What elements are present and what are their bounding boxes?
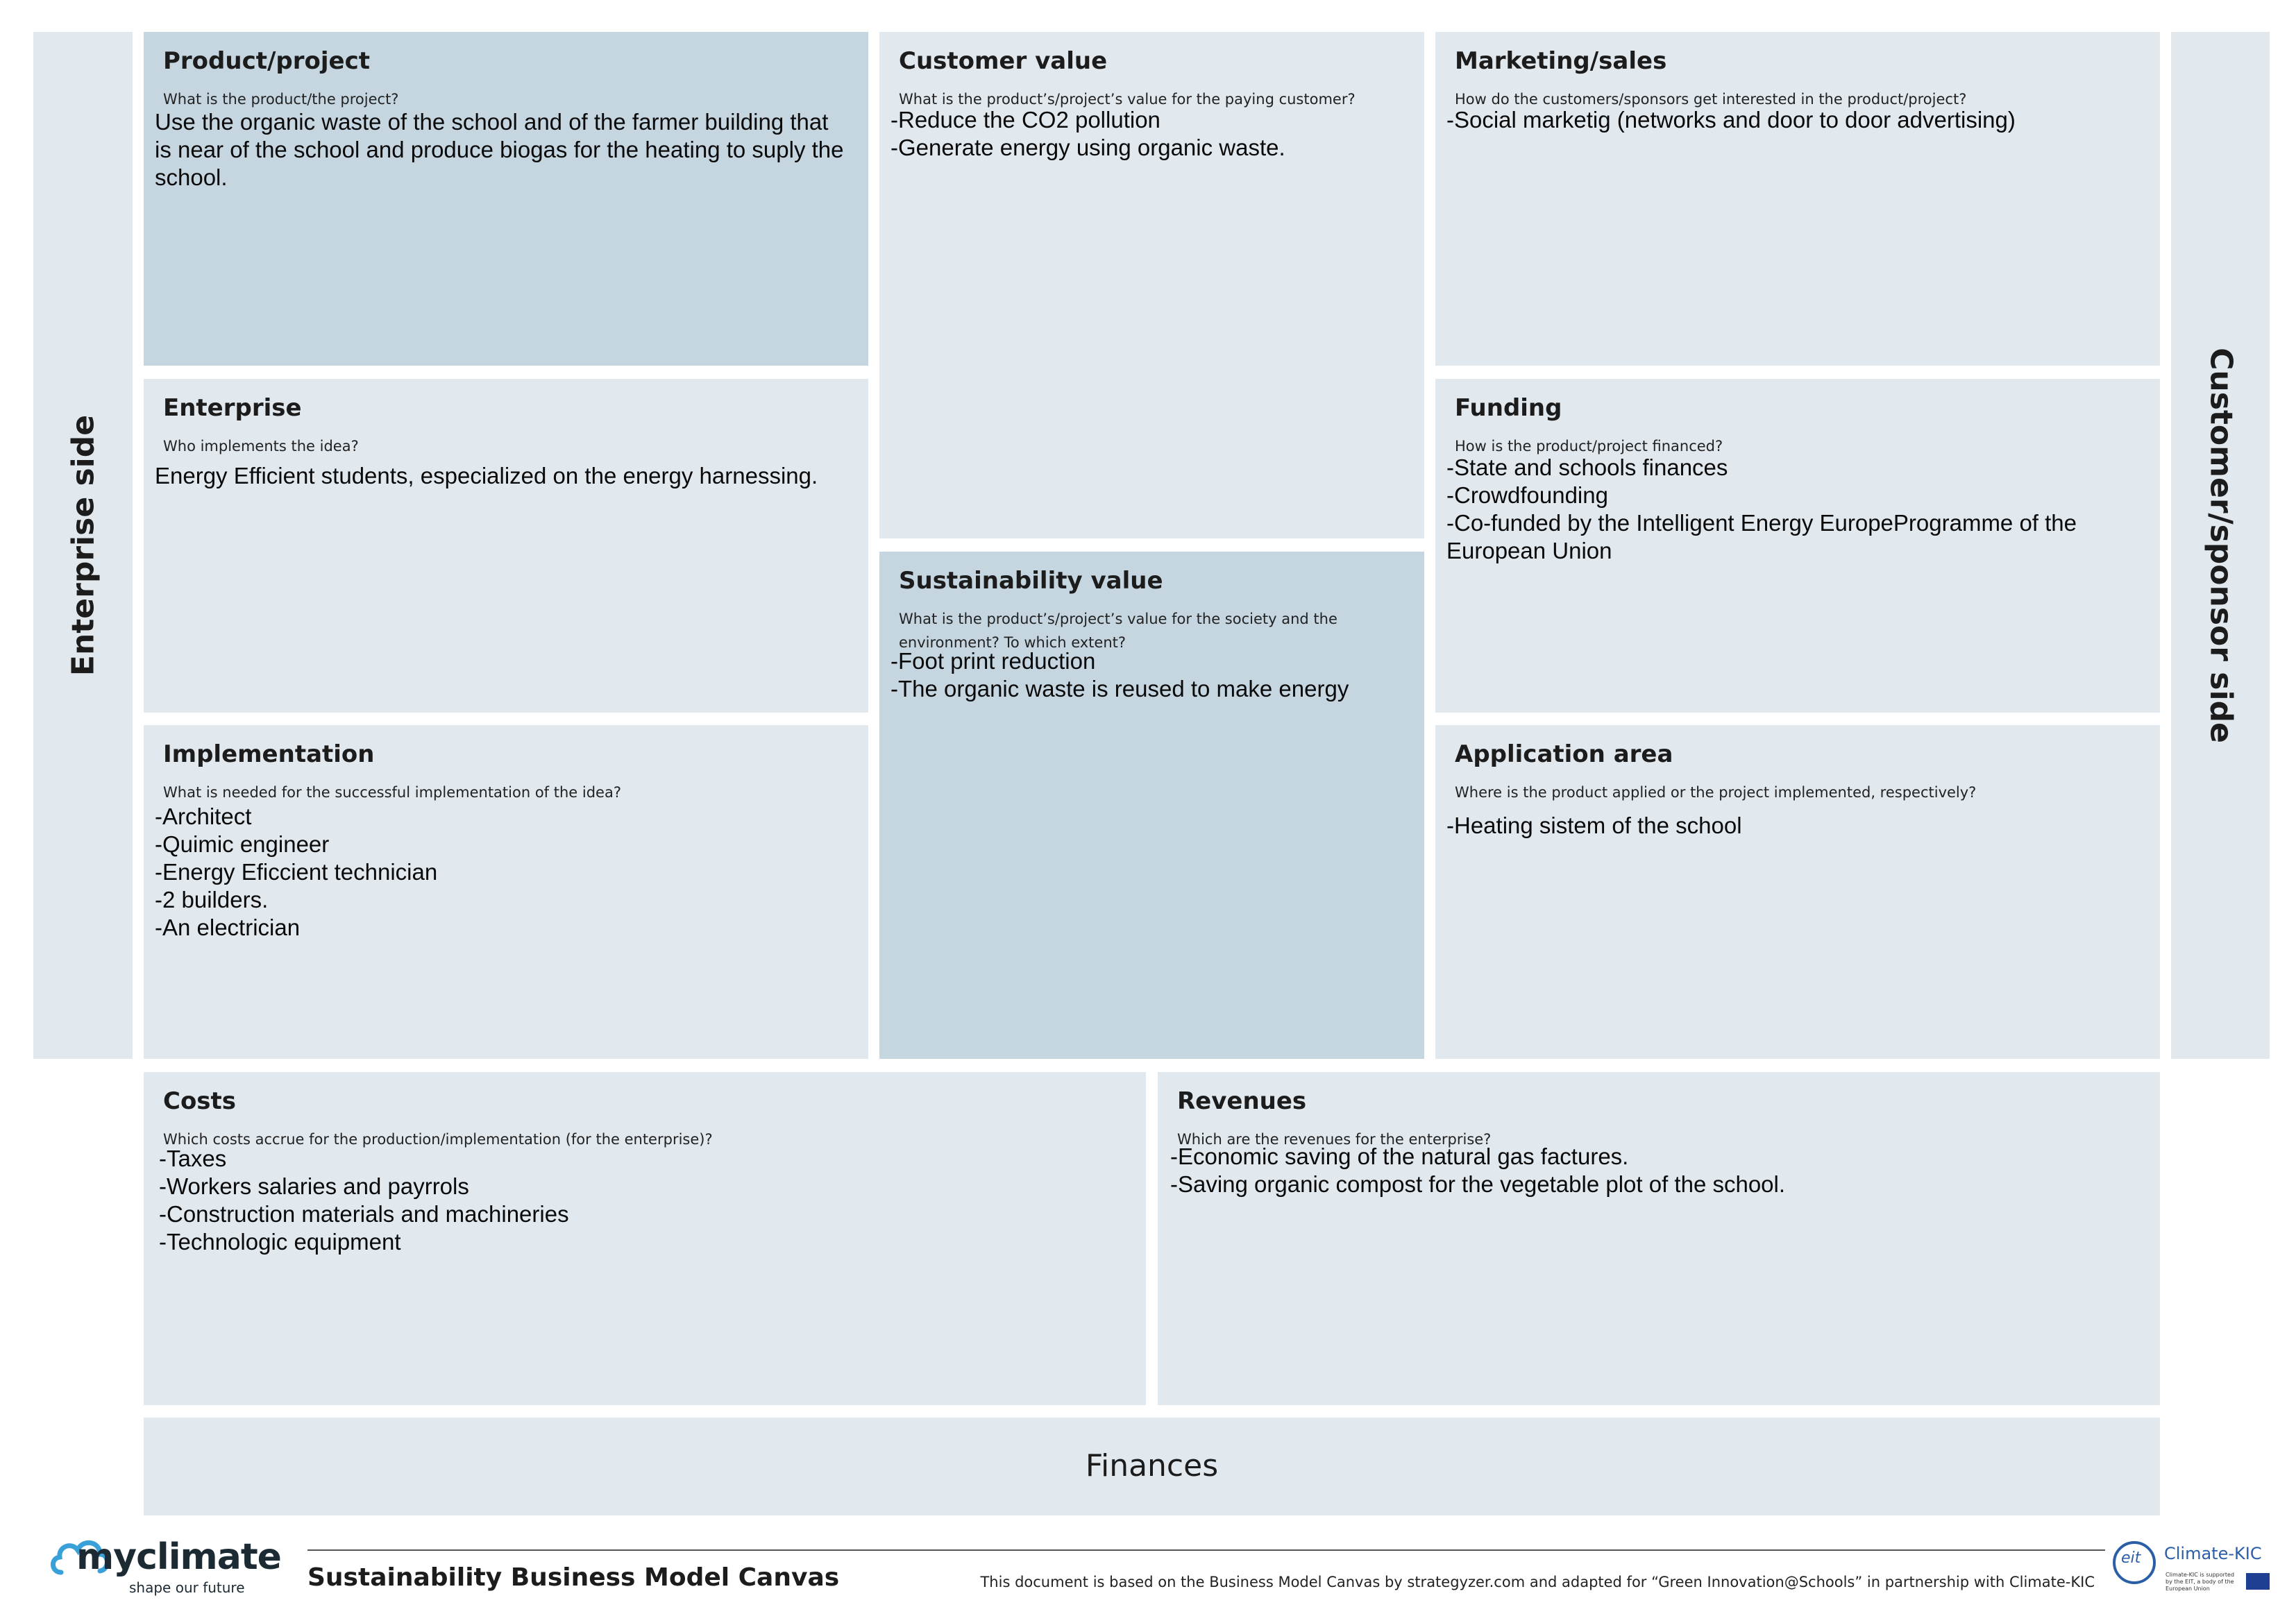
- myclimate-logo: [49, 1527, 281, 1596]
- marketing-sales-block: [1435, 32, 2160, 366]
- climate-kic-wordmark: Climate-KIC: [2164, 1544, 2262, 1563]
- content-line: -Co-funded by the Intelligent Energy EuropeProgramme of the European Union: [1446, 510, 2077, 563]
- eu-flag-icon: [2246, 1573, 2270, 1590]
- funding-block: [1435, 379, 2160, 713]
- climate-kic-logo: [2110, 1537, 2277, 1606]
- block-question: Who implements the idea?: [163, 438, 359, 454]
- block-title: Marketing/sales: [1455, 47, 1667, 75]
- content-line: -Energy Eficcient technician: [155, 859, 438, 885]
- sustainability-value-block: [879, 552, 1424, 1059]
- block-question: What is the product/the project?: [163, 91, 399, 108]
- content-line: -State and schools finances: [1446, 454, 1728, 480]
- block-question: Where is the product applied or the project implemented, respectively?: [1455, 784, 1977, 801]
- content-line: -An electrician: [155, 915, 301, 940]
- customer-side-label: Customer/sponsor side: [2203, 348, 2239, 743]
- block-title: Enterprise: [163, 394, 302, 422]
- eit-wordmark: eit: [2121, 1549, 2141, 1567]
- block-content: [1446, 454, 2118, 565]
- customer-side-bar: [2171, 32, 2270, 1059]
- content-line: Energy Efficient students, especialized on the energy harnessing.: [155, 463, 818, 488]
- block-content: [155, 803, 841, 942]
- block-title: Product/project: [163, 47, 370, 75]
- content-line: -Workers salaries and payrrols: [159, 1173, 469, 1199]
- costs-block: [144, 1072, 1146, 1405]
- revenues-block: [1158, 1072, 2160, 1405]
- finances-bar: [144, 1418, 2160, 1515]
- content-line: -Construction materials and machineries: [159, 1201, 569, 1227]
- block-question: How is the product/project financed?: [1455, 438, 1723, 454]
- content-line: -2 builders.: [155, 887, 269, 912]
- logo-tagline: shape our future: [129, 1579, 245, 1596]
- block-title: Funding: [1455, 394, 1562, 422]
- content-line: -Social marketig (networks and door to door advertising): [1446, 107, 2016, 133]
- enterprise-side-label: Enterprise side: [65, 414, 101, 677]
- block-title: Customer value: [899, 47, 1108, 75]
- content-line: -Technologic equipment: [159, 1229, 401, 1255]
- block-content: [159, 1145, 1118, 1256]
- footer-divider: [307, 1549, 2105, 1551]
- content-line: -Quimic engineer: [155, 831, 330, 857]
- block-title: Sustainability value: [899, 567, 1163, 595]
- content-line: -Crowdfounding: [1446, 482, 1608, 508]
- block-content: [890, 106, 1396, 162]
- footer-title: Sustainability Business Model Canvas: [307, 1563, 840, 1592]
- enterprise-block: [144, 379, 868, 713]
- content-line: -Taxes: [159, 1146, 227, 1171]
- block-question: Which costs accrue for the production/implementation (for the enterprise)?: [163, 1131, 713, 1148]
- content-line: -Heating sistem of the school: [1446, 813, 1742, 838]
- block-content: [155, 462, 841, 490]
- content-line: -Saving organic compost for the vegetable plot of the school.: [1170, 1171, 1786, 1197]
- content-line: Use the organic waste of the school and of the farmer building that is near of the school and produce biogas for the heating to suply the school.: [155, 109, 844, 190]
- implementation-block: [144, 725, 868, 1059]
- application-area-block: [1435, 725, 2160, 1059]
- content-line: -Foot print reduction: [890, 648, 1096, 674]
- block-content: [890, 647, 1396, 703]
- finances-label: Finances: [1085, 1448, 1219, 1484]
- block-content: [1446, 812, 2132, 840]
- block-title: Implementation: [163, 740, 375, 768]
- block-title: Costs: [163, 1087, 237, 1115]
- block-title: Application area: [1455, 740, 1673, 768]
- enterprise-side-bar: [33, 32, 133, 1059]
- footer-note: This document is based on the Business Model Canvas by strategyzer.com and adapted for “Green Innovation@Schools” in partnership with Climate-KIC: [980, 1574, 2095, 1590]
- block-question: Which are the revenues for the enterprise?: [1177, 1131, 1492, 1148]
- block-title: Revenues: [1177, 1087, 1307, 1115]
- block-question: What is the product’s/project’s value for the paying customer?: [899, 91, 1356, 108]
- block-question: How do the customers/sponsors get interested in the product/project?: [1455, 91, 1967, 108]
- block-content: [1170, 1143, 2132, 1198]
- block-question: What is needed for the successful implementation of the idea?: [163, 784, 621, 801]
- content-line: -Architect: [155, 804, 252, 829]
- climate-kic-note: Climate-KIC is supported by the EIT, a body of the European Union: [2166, 1572, 2235, 1592]
- block-question: What is the product’s/project’s value for the society and the environment? To which extent?: [899, 611, 1337, 651]
- logo-wordmark: myclimate: [76, 1536, 281, 1578]
- content-line: -Economic saving of the natural gas factures.: [1170, 1144, 1629, 1169]
- content-line: -The organic waste is reused to make energy: [890, 676, 1349, 702]
- content-line: -Generate energy using organic waste.: [890, 135, 1285, 160]
- block-content: [1446, 106, 2132, 134]
- product-project-block: [144, 32, 868, 366]
- customer-value-block: [879, 32, 1424, 538]
- block-content: [155, 108, 847, 192]
- content-line: -Reduce the CO2 pollution: [890, 107, 1160, 133]
